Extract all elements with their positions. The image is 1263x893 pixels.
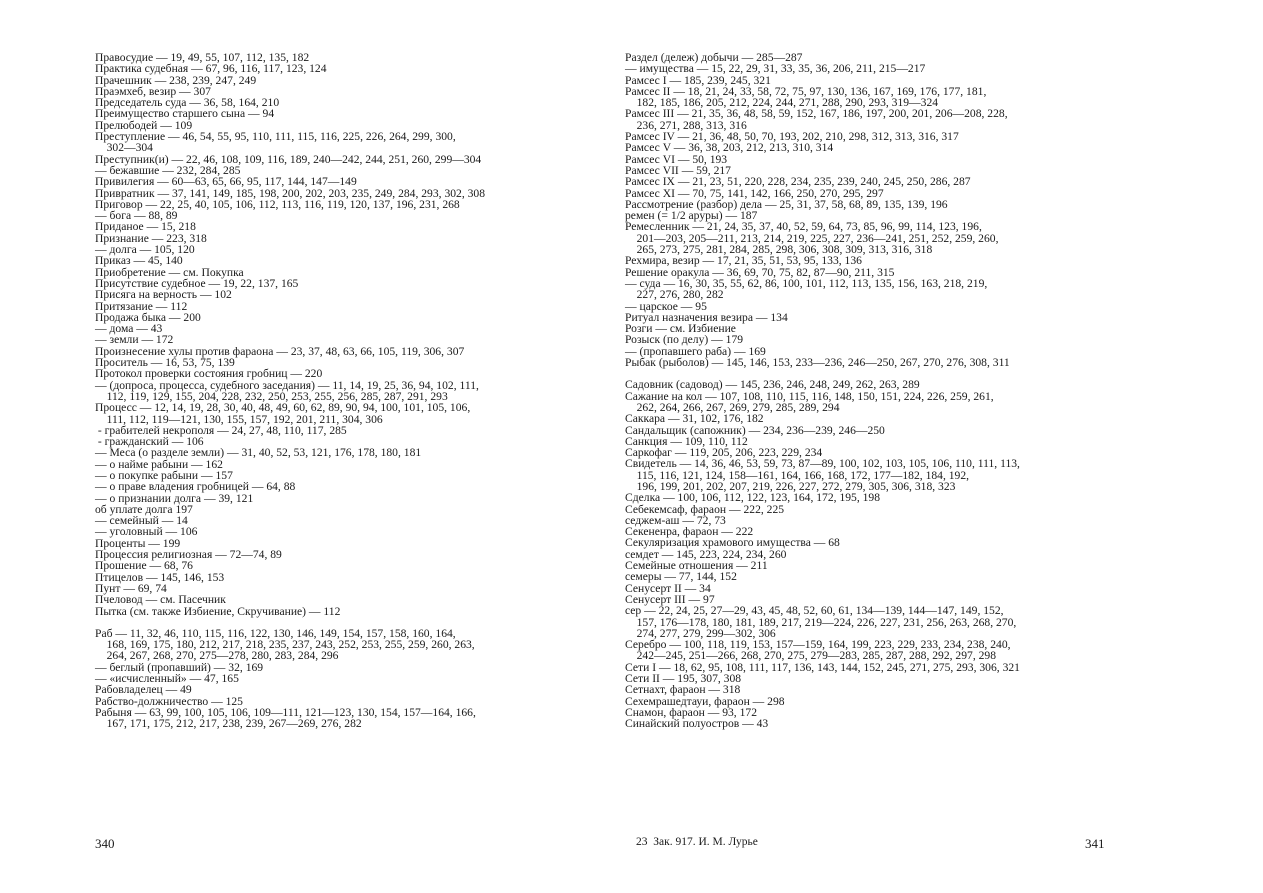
index-entry: Рассмотрение (разбор) дела — 25, 31, 37, 58, 68, 89, 135, 139, 196 (625, 197, 948, 211)
index-entry: Рамсес I — 185, 239, 245, 321 (625, 73, 771, 87)
index-entry: 264, 267, 268, 270, 275—278, 280, 283, 284, 296 (95, 649, 339, 663)
index-entry: 302—304 (95, 141, 153, 155)
index-entry: Преступление — 46, 54, 55, 95, 110, 111, 115, 116, 225, 226, 264, 299, 300, (95, 130, 456, 144)
index-entry: Секуляризация храмового имущества — 68 (625, 536, 840, 550)
index-entry: — (пропавшего раба) — 169 (625, 344, 766, 358)
index-entry: 201—203, 205—211, 213, 214, 219, 225, 227, 236—241, 251, 252, 259, 260, (625, 231, 999, 245)
right-page-index (625, 52, 1115, 730)
index-entry: Приданое — 15, 218 (95, 220, 196, 234)
index-entry: Рыбак (рыболов) — 145, 146, 153, 233—236, 246—250, 267, 270, 276, 308, 311 (625, 356, 1010, 370)
index-entry: — о праве владения гробницей — 64, 88 (95, 480, 296, 494)
index-entry: - гражданский — 106 (95, 435, 204, 449)
index-entry: Рамсес V — 36, 38, 203, 212, 213, 310, 314 (625, 141, 834, 155)
index-entry: Рамсес VI — 50, 193 (625, 152, 728, 166)
index-entry: 115, 116, 121, 124, 158—161, 164, 166, 168, 172, 177—182, 184, 192, (625, 468, 970, 482)
index-entry: Председатель суда — 36, 58, 164, 210 (95, 96, 280, 110)
index-entry: — (допроса, процесса, судебного заседания) — 11, 14, 19, 25, 36, 94, 102, 111, (95, 378, 479, 392)
index-entry: Сетнахт, фараон — 318 (625, 683, 741, 697)
index-entry: Преступник(и) — 22, 46, 108, 109, 116, 189, 240—242, 244, 251, 260, 299—304 (95, 152, 482, 166)
index-entry: — дома — 43 (95, 322, 163, 336)
index-entry: — о признании долга — 39, 121 (95, 491, 254, 505)
index-entry: — о найме рабыни — 162 (95, 457, 223, 471)
index-entry: Процесс — 12, 14, 19, 28, 30, 40, 48, 49, 60, 62, 89, 90, 94, 100, 101, 105, 106, (95, 401, 471, 415)
index-entry: Синайский полуостров — 43 (625, 717, 769, 731)
index-entry: — Меса (о разделе земли) — 31, 40, 52, 53, 121, 176, 178, 180, 181 (95, 446, 422, 460)
index-entry: Продажа быка — 200 (95, 310, 201, 324)
index-entry: Сети I — 18, 62, 95, 108, 111, 117, 136, 143, 144, 152, 245, 271, 275, 293, 306, 321 (625, 660, 1020, 674)
index-entry: - грабителей некрополя — 24, 27, 48, 110, 117, 285 (95, 423, 347, 437)
index-entry: Рабство-должничество — 125 (95, 694, 243, 708)
index-entry: 262, 264, 266, 267, 269, 279, 285, 289, 294 (625, 400, 840, 414)
index-entry: — долга — 105, 120 (95, 243, 195, 257)
index-entry: Секененра, фараон — 222 (625, 525, 754, 539)
index-entry: — беглый (пропавший) — 32, 169 (95, 660, 264, 674)
index-entry: 274, 277, 279, 299—302, 306 (625, 626, 776, 640)
index-entry: Сети II — 195, 307, 308 (625, 672, 742, 686)
index-entry: Рамсес VII — 59, 217 (625, 163, 731, 177)
index-entry: Рабовладелец — 49 (95, 683, 192, 697)
index-entry: Преимущество старшего сына — 94 (95, 107, 275, 121)
index-entry: 112, 119, 129, 155, 204, 228, 232, 250, 253, 255, 256, 285, 287, 291, 293 (95, 389, 448, 403)
index-entry: Снамон, фараон — 93, 172 (625, 705, 757, 719)
index-entry: Правосудие — 19, 49, 55, 107, 112, 135, 182 (95, 51, 310, 64)
index-entry: сер — 22, 24, 25, 27—29, 43, 45, 48, 52, 60, 61, 134—139, 144—147, 149, 152, (625, 604, 1004, 618)
index-entry: Рабыня — 63, 99, 100, 105, 106, 109—111, 121—123, 130, 154, 157—164, 166, (95, 705, 476, 719)
index-entry: 111, 112, 119—121, 130, 155, 157, 192, 201, 211, 304, 306 (95, 412, 383, 426)
index-entry: 182, 185, 186, 205, 212, 224, 244, 271, 288, 290, 293, 319—324 (625, 96, 939, 110)
index-entry: Рамсес II — 18, 21, 24, 33, 58, 72, 75, 97, 130, 136, 167, 169, 176, 177, 181, (625, 84, 987, 98)
index-entry: Пунт — 69, 74 (95, 581, 167, 595)
index-entry: Рехмира, везир — 17, 21, 35, 51, 53, 95, 133, 136 (625, 254, 862, 268)
index-entry: Проценты — 199 (95, 536, 181, 550)
index-entry: Саркофаг — 119, 205, 206, 223, 229, 234 (625, 446, 823, 460)
index-entry: Санкция — 109, 110, 112 (625, 434, 748, 448)
index-entry: Проситель — 16, 53, 75, 139 (95, 356, 235, 370)
index-entry: 167, 171, 175, 212, 217, 238, 239, 267—269, 276, 282 (95, 717, 362, 731)
index-entry: — семейный — 14 (95, 514, 188, 528)
left-page-index (95, 52, 585, 730)
index-entry: Сенусерт II — 34 (625, 581, 711, 595)
index-entry: Рамсес IX — 21, 23, 51, 220, 228, 234, 235, 239, 240, 245, 250, 286, 287 (625, 175, 971, 189)
index-entry: Пытка (см. также Избиение, Скручивание) — 112 (95, 604, 341, 618)
index-entry: седжем-аш — 72, 73 (625, 513, 726, 527)
index-entry: Ритуал назначения везира — 134 (625, 310, 788, 324)
index-entry: об уплате долга 197 (95, 502, 193, 516)
index-entry: Притязание — 112 (95, 299, 188, 313)
index-entry: — уголовный — 106 (95, 525, 198, 539)
index-entry: Прачешник — 238, 239, 247, 249 (95, 73, 257, 87)
index-entry: Рамсес III — 21, 35, 36, 48, 58, 59, 152, 167, 186, 197, 200, 201, 206—208, 228, (625, 107, 1008, 121)
index-entry: Произнесение хулы против фараона — 23, 37, 48, 63, 66, 105, 119, 306, 307 (95, 344, 465, 358)
index-entry: Розги — см. Избиение (625, 322, 736, 336)
index-entry: Сенусерт III — 97 (625, 592, 715, 606)
left-page-number: 340 (95, 836, 115, 851)
index-entry: Практика судебная — 67, 96, 116, 117, 123, 124 (95, 62, 327, 76)
index-entry: Розыск (по делу) — 179 (625, 333, 744, 347)
index-entry: Птицелов — 145, 146, 153 (95, 570, 225, 584)
index-entry: Рамсес IV — 21, 36, 48, 50, 70, 193, 202, 210, 298, 312, 313, 316, 317 (625, 130, 959, 144)
index-entry: семеры — 77, 144, 152 (625, 570, 737, 584)
index-entry: — суда — 16, 30, 35, 55, 62, 86, 100, 101, 112, 113, 135, 156, 163, 218, 219, (625, 276, 988, 290)
index-entry: Приговор — 22, 25, 40, 105, 106, 112, 113, 116, 119, 120, 137, 196, 231, 268 (95, 197, 460, 211)
index-entry: — царское — 95 (625, 299, 707, 313)
index-entry: Праэмхеб, везир — 307 (95, 84, 211, 98)
index-entry: Приказ — 45, 140 (95, 254, 183, 268)
index-entry: Привратник — 37, 141, 149, 185, 198, 200, 202, 203, 235, 249, 284, 293, 302, 308 (95, 186, 486, 200)
index-entry: ремен (= 1/2 аруры) — 187 (625, 209, 758, 223)
index-entry: Прошение — 68, 76 (95, 559, 193, 573)
index-entry: Сажание на кол — 107, 108, 110, 115, 116, 148, 150, 151, 224, 226, 259, 261, (625, 389, 994, 403)
index-entry: Приобретение — см. Покупка (95, 265, 244, 279)
index-entry: Семейные отношения — 211 (625, 559, 768, 573)
index-entry: — «исчисленный» — 47, 165 (95, 672, 239, 686)
index-entry: Протокол проверки состояния гробниц — 220 (95, 367, 323, 381)
index-entry: — имущества — 15, 22, 29, 31, 33, 35, 36, 206, 211, 215—217 (625, 62, 926, 76)
index-entry: Свидетель — 14, 36, 46, 53, 59, 73, 87—89, 100, 102, 103, 105, 106, 110, 111, 113, (625, 457, 1020, 471)
index-entry: Присутствие судебное — 19, 22, 137, 165 (95, 276, 299, 290)
index-entry: Сандальщик (сапожник) — 234, 236—239, 246—250 (625, 423, 885, 437)
index-entry: Себекемсаф, фараон — 222, 225 (625, 502, 785, 516)
index-entry: — бежавшие — 232, 284, 285 (95, 163, 241, 177)
index-entry: Сделка — 100, 106, 112, 122, 123, 164, 172, 195, 198 (625, 491, 881, 505)
index-entry: Сехемрашедтауи, фараон — 298 (625, 694, 785, 708)
index-entry: Привилегия — 60—63, 65, 66, 95, 117, 144, 147—149 (95, 175, 357, 189)
index-entry: 168, 169, 175, 180, 212, 217, 218, 235, 237, 243, 252, 253, 255, 259, 260, 263, (95, 638, 475, 652)
index-entry: 227, 276, 280, 282 (625, 288, 724, 302)
index-entry: 242—245, 251—266, 268, 270, 275, 279—283, 285, 287, 288, 292, 297, 298 (625, 649, 996, 663)
index-entry: — о покупке рабыни — 157 (95, 468, 233, 482)
index-entry: Саккара — 31, 102, 176, 182 (625, 412, 764, 426)
index-entry: Решение оракула — 36, 69, 70, 75, 82, 87—90, 211, 315 (625, 265, 895, 279)
index-entry: Признание — 223, 318 (95, 231, 207, 245)
index-entry: Садовник (садовод) — 145, 236, 246, 248, 249, 262, 263, 289 (625, 378, 920, 392)
index-entry: Ремесленник — 21, 24, 35, 37, 40, 52, 59, 64, 73, 85, 96, 99, 114, 123, 196, (625, 220, 982, 234)
index-entry: Серебро — 100, 118, 119, 153, 157—159, 164, 199, 223, 229, 233, 234, 238, 240, (625, 638, 1011, 652)
index-entry: 265, 273, 275, 281, 284, 285, 298, 306, 308, 309, 313, 316, 318 (625, 243, 933, 257)
right-page-number: 341 (1085, 836, 1105, 851)
index-entry: — бога — 88, 89 (95, 209, 178, 223)
printer-signature: 23 Зак. 917. И. М. Лурье (636, 836, 758, 848)
index-entry: 196, 199, 201, 202, 207, 219, 226, 227, 272, 279, 305, 306, 318, 323 (625, 479, 956, 493)
index-entry: Рамсес XI — 70, 75, 141, 142, 166, 250, 270, 295, 297 (625, 186, 884, 200)
index-entry: Прелюбодей — 109 (95, 118, 193, 132)
index-entry: Пчеловод — см. Пасечник (95, 593, 226, 607)
index-entry: — земли — 172 (95, 333, 174, 347)
index-entry: Раздел (дележ) добычи — 285—287 (625, 51, 803, 64)
index-entry: Присяга на верность — 102 (95, 288, 232, 302)
index-entry: семдет — 145, 223, 224, 234, 260 (625, 547, 787, 561)
index-entry: Раб — 11, 32, 46, 110, 115, 116, 122, 130, 146, 149, 154, 157, 158, 160, 164, (95, 626, 456, 640)
index-entry: Процессия религиозная — 72—74, 89 (95, 548, 282, 562)
index-entry: 157, 176—178, 180, 181, 189, 217, 219—224, 226, 227, 231, 256, 263, 268, 270, (625, 615, 1017, 629)
index-entry: 236, 271, 288, 313, 316 (625, 118, 747, 132)
